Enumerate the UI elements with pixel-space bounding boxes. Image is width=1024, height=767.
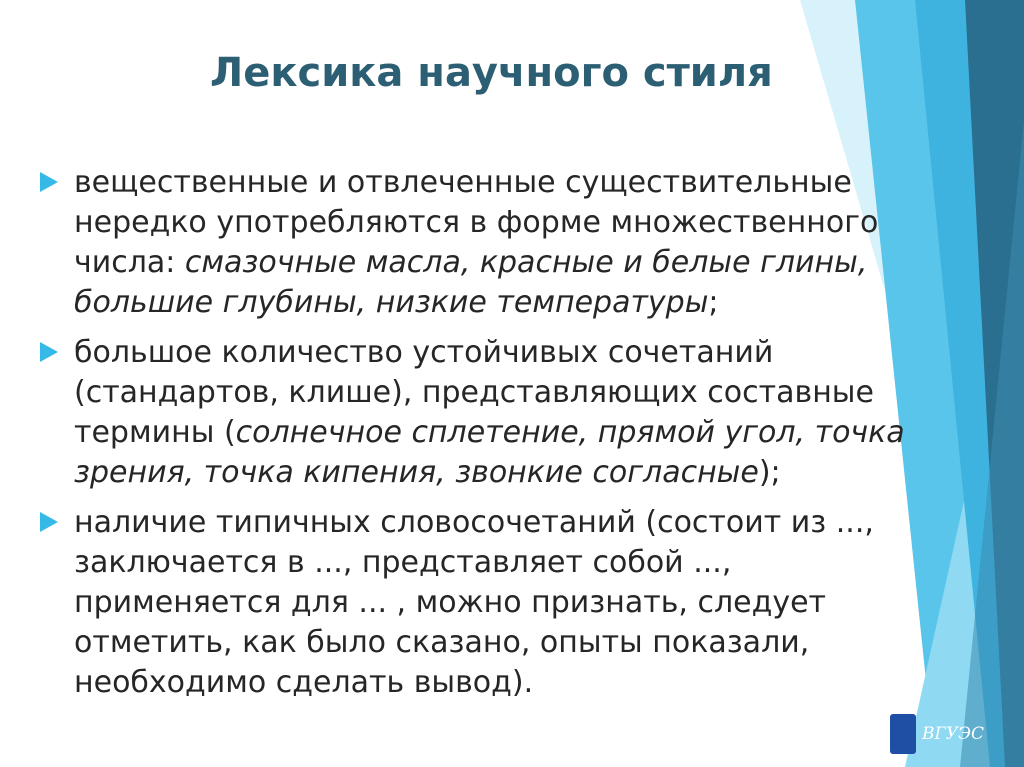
bullet-text-segment: большое количество устойчивых сочетаний (стандартов, клише), представляющих составные термины ( bbox=[74, 335, 874, 450]
bullet-text-example: солнечное сплетение, прямой угол, точка зрения, точка кипения, звонкие согласные bbox=[74, 415, 905, 490]
bullet-text-example: смазочные масла, красные и белые глины, большие глубины, низкие температуры bbox=[74, 245, 868, 320]
bullet-text-segment: вещественные и отвлеченные существительные нередко употребляются в форме множественного числа: bbox=[74, 165, 879, 280]
bullet-item bbox=[40, 503, 940, 703]
bullet-text-segment: ); bbox=[758, 455, 781, 490]
slide-title: Лексика научного стиля bbox=[210, 50, 773, 96]
logo-emblem-icon bbox=[890, 714, 916, 754]
bullet-text-segment: наличие типичных словосочетаний (состоит из ..., заключается в ..., представляет собой ..., применяется для ... , можно признать, следует отметить, как было сказано, опыты показали, необходимо сделать вывод). bbox=[74, 505, 874, 700]
logo-text: ВГУЭС bbox=[922, 724, 985, 744]
bullet-text bbox=[74, 333, 940, 493]
bullet-list bbox=[40, 163, 940, 703]
university-logo bbox=[890, 712, 1000, 760]
bullet-text bbox=[74, 163, 940, 323]
triangle-bullet-icon bbox=[40, 512, 58, 532]
bullet-text-segment: ; bbox=[708, 285, 719, 320]
triangle-bullet-icon bbox=[40, 342, 58, 362]
bullet-item bbox=[40, 333, 940, 493]
bullet-text bbox=[74, 503, 940, 703]
bullet-item bbox=[40, 163, 940, 323]
triangle-bullet-icon bbox=[40, 172, 58, 192]
